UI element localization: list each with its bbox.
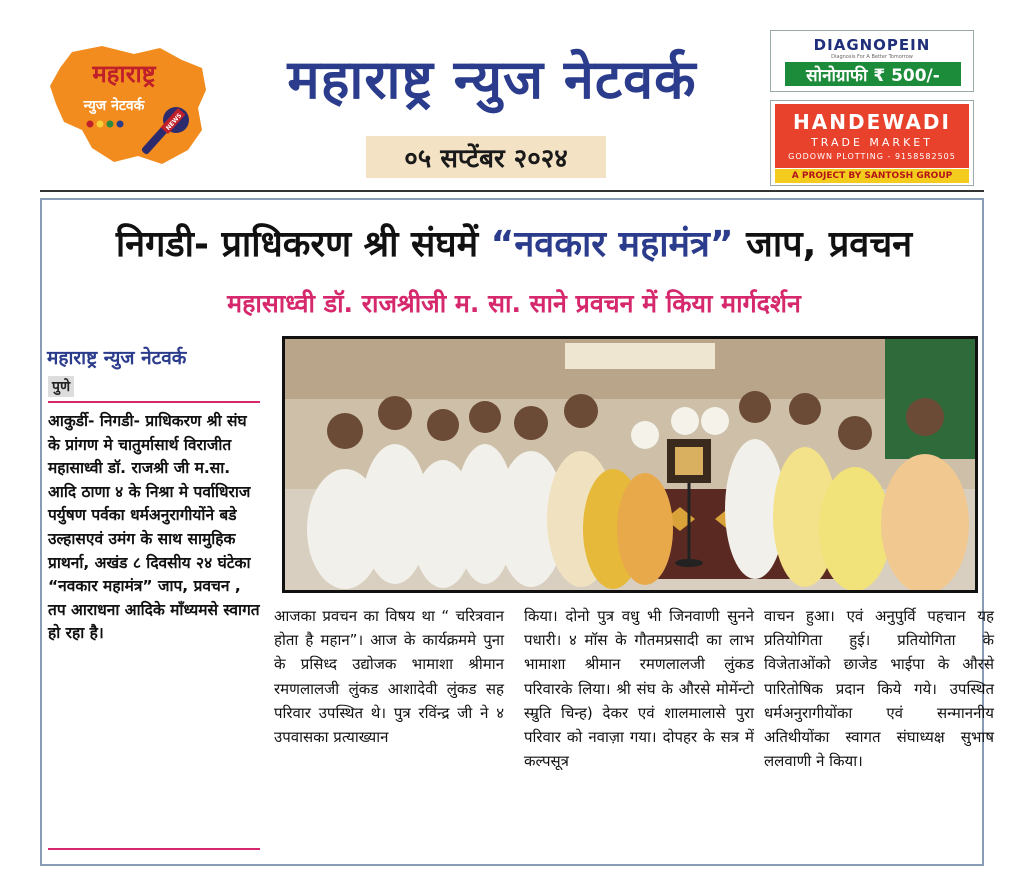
group-photo-illustration <box>285 339 975 590</box>
article-column-3: वाचन हुआ। एवं अनुपुर्वि पहचान यह प्रतियोगिता हुई। प्रतियोगिता के विजेताओंको छाजेड भाईपा के औरसे पारितोषिक प्रदान किये गये। उपस्थित धर्मअनुरागीयोंका एवं सन्माननीय अतिथीयोंका स्वागत संघाध्यक्ष सुभाष ललवाणी ने किया। <box>764 607 994 771</box>
headline-part-1: निगडी- प्राधिकरण श्री संघमें <box>115 224 491 265</box>
ad-diagnopein-brand: DIAGNOPEIN <box>813 36 931 54</box>
ad-handewadi-line2: TRADE MARKET <box>811 136 933 149</box>
intro-divider <box>48 848 260 850</box>
article-column-1: आजका प्रवचन का विषय था “ चरित्रवान होता है महान”। आज के कार्यक्रममे पुना के प्रसिध्द उद्योजक भामाशा श्रीमान रमणलालजी लुंकड आशादेवी लुंकड सह परिवार उपस्थित थे। पुत्र रविंन्द्र जी ने ४ उपवासका प्रत्याख्यान <box>274 607 504 747</box>
logo-title: महाराष्ट्र <box>92 60 156 88</box>
ad-diagnopein-offer: सोनोग्राफी ₹ 500/- <box>785 62 961 86</box>
ad-diagnopein-tagline: Diagnosis For A Better Tomorrow <box>831 54 913 60</box>
ad-diagnopein[interactable] <box>770 30 974 92</box>
ad-handewadi[interactable] <box>770 100 974 186</box>
headline-quote: “नवकार महामंत्र” <box>490 224 734 265</box>
logo-subtitle: न्युज नेटवर्क <box>83 98 145 114</box>
article-headline <box>44 218 984 267</box>
dateline-place: पुणे <box>48 376 74 397</box>
ad-handewadi-line3: GODOWN PLOTTING - 9158582505 <box>788 152 956 161</box>
mic-badge: NEWS <box>164 112 184 132</box>
masthead-divider <box>40 190 984 192</box>
article-column-2: किया। दोनो पुत्र वधु भी जिनवाणी सुनने पधारी। ४ मॉस के गौतमप्रसादी का लाभ भामाशा श्रीमान रमणलालजी लुंकड परिवारके लिया। श्री संघ के औरसे मोमेंन्टो स्म्रुति चिन्ह) देकर एवं शालमालासे पुरा परिवार को नवाज़ा गया। दोपहर के सत्र में कल्पसूत्र <box>524 607 754 771</box>
ad-handewadi-panel <box>775 104 969 168</box>
ad-handewadi-name: HANDEWADI <box>793 110 951 134</box>
article-intro: आकुर्डी- निगडी- प्राधिकरण श्री संघ के प्रांगण मे चातुर्मासार्थ विराजीत महासाध्वी डॉ. राजश्री जी म.सा. आदि ठाणा ४ के निश्रा मे पर्वाधिराज पर्युषण पर्वका धर्मअनुरागीयोंने बडे उल्हासएवं उमंग के साथ सामुहिक प्राथर्ना, अखंड ८ दिवसीय २४ घंटेका “नवकार महामंत्र” जाप, प्रवचन , तप आराधना आदिके माँध्यमसे स्वागत हो रहा है। <box>48 412 260 643</box>
article-photo <box>282 336 978 593</box>
article-byline: महाराष्ट्र न्युज नेटवर्क <box>47 347 187 369</box>
maharashtra-map-logo <box>42 38 210 170</box>
headline-part-3: जाप, प्रवचन <box>733 224 913 265</box>
issue-date: ०५ सप्टेंबर २०२४ <box>366 136 606 178</box>
article-subheadline: महासाध्वी डॉ. राजश्रीजी म. सा. साने प्रवचन में किया मार्गदर्शन <box>227 289 801 318</box>
ad-handewadi-strip: A PROJECT BY SANTOSH GROUP <box>775 169 969 183</box>
masthead-title: महाराष्ट्र न्युज नेटवर्क <box>287 48 697 111</box>
masthead-logo <box>42 38 210 170</box>
byline-divider <box>48 401 260 403</box>
